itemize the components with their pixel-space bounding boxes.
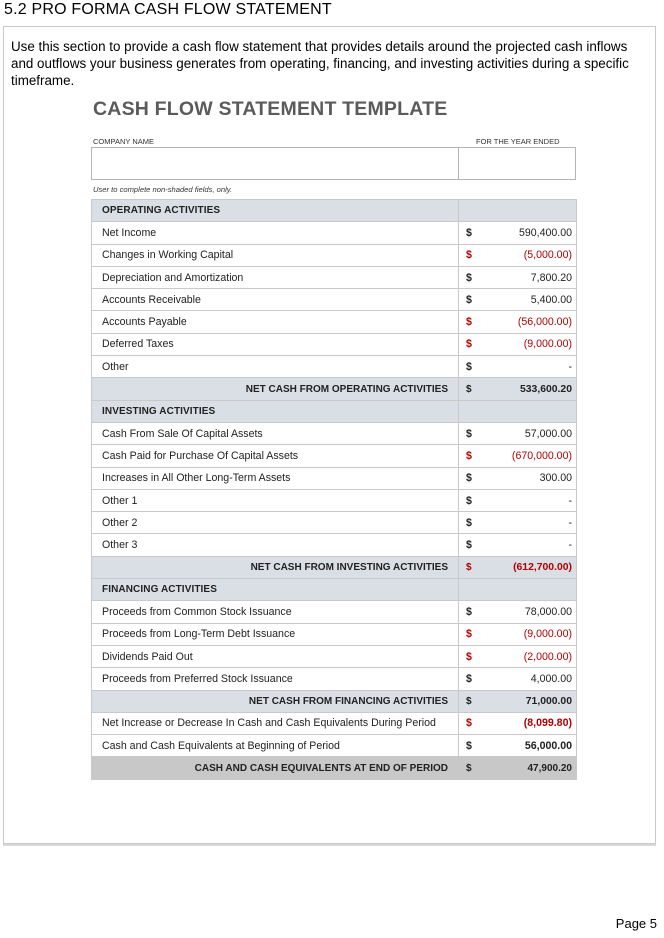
amount-cell[interactable]: (670,000.00) [482, 445, 577, 467]
amount-cell[interactable]: 300.00 [482, 467, 577, 489]
row-label: Other 3 [92, 534, 459, 556]
row-label: Dividends Paid Out [92, 645, 459, 667]
row-label: Other 1 [92, 489, 459, 511]
line-item-row [92, 489, 577, 511]
currency-symbol: $ [459, 512, 482, 534]
section-header-row [92, 200, 577, 222]
currency-symbol: $ [459, 378, 482, 400]
amount-cell: (612,700.00) [482, 556, 577, 578]
amount-cell[interactable]: 78,000.00 [482, 601, 577, 623]
row-label: FINANCING ACTIVITIES [92, 579, 459, 601]
total-row [92, 556, 577, 578]
line-item-row [92, 222, 577, 244]
section-title: 5.2 PRO FORMA CASH FLOW STATEMENT [4, 1, 332, 18]
currency-symbol: $ [459, 735, 482, 757]
amount-cell[interactable]: 57,000.00 [482, 422, 577, 444]
currency-symbol: $ [459, 601, 482, 623]
line-item-row [92, 601, 577, 623]
amount-cell: 71,000.00 [482, 690, 577, 712]
row-label: CASH AND CASH EQUIVALENTS AT END OF PERIOD [92, 757, 459, 779]
instruction-note: User to complete non-shaded fields, only. [93, 185, 233, 194]
currency-symbol: $ [459, 289, 482, 311]
line-item-row [92, 534, 577, 556]
currency-symbol: $ [459, 645, 482, 667]
row-label: Changes in Working Capital [92, 244, 459, 266]
section-header-row [92, 579, 577, 601]
year-ended-field[interactable] [458, 147, 576, 180]
row-label: NET CASH FROM INVESTING ACTIVITIES [92, 556, 459, 578]
currency-symbol: $ [459, 534, 482, 556]
row-label: Cash Paid for Purchase Of Capital Assets [92, 445, 459, 467]
section-blank-cell [459, 400, 577, 422]
line-item-row [92, 333, 577, 355]
currency-symbol: $ [459, 556, 482, 578]
amount-cell[interactable]: - [482, 512, 577, 534]
currency-symbol: $ [459, 489, 482, 511]
currency-symbol: $ [459, 333, 482, 355]
amount-cell: (8,099.80) [482, 712, 577, 734]
section-header-row [92, 400, 577, 422]
line-item-row [92, 445, 577, 467]
row-label: Proceeds from Common Stock Issuance [92, 601, 459, 623]
template-title: CASH FLOW STATEMENT TEMPLATE [93, 98, 448, 120]
currency-symbol: $ [459, 690, 482, 712]
row-label: Cash and Cash Equivalents at Beginning of Period [92, 735, 459, 757]
amount-cell[interactable]: - [482, 534, 577, 556]
line-item-row [92, 645, 577, 667]
line-item-row [92, 289, 577, 311]
amount-cell[interactable]: - [482, 489, 577, 511]
line-item-row [92, 712, 577, 734]
row-label: Accounts Payable [92, 311, 459, 333]
row-label: Net Income [92, 222, 459, 244]
currency-symbol: $ [459, 467, 482, 489]
line-item-row [92, 422, 577, 444]
row-label: Other 2 [92, 512, 459, 534]
row-label: Accounts Receivable [92, 289, 459, 311]
amount-cell[interactable]: (9,000.00) [482, 623, 577, 645]
page-number: Page 5 [615, 916, 657, 931]
line-item-row [92, 266, 577, 288]
company-name-label: COMPANY NAME [93, 137, 154, 146]
amount-cell[interactable]: 7,800.20 [482, 266, 577, 288]
line-item-row [92, 512, 577, 534]
currency-symbol: $ [459, 712, 482, 734]
row-label: OPERATING ACTIVITIES [92, 200, 459, 222]
currency-symbol: $ [459, 422, 482, 444]
currency-symbol: $ [459, 757, 482, 779]
line-item-row [92, 668, 577, 690]
line-item-row [92, 735, 577, 757]
row-label: NET CASH FROM FINANCING ACTIVITIES [92, 690, 459, 712]
row-label: NET CASH FROM OPERATING ACTIVITIES [92, 378, 459, 400]
amount-cell[interactable]: (5,000.00) [482, 244, 577, 266]
currency-symbol: $ [459, 356, 482, 378]
currency-symbol: $ [459, 222, 482, 244]
amount-cell[interactable]: 590,400.00 [482, 222, 577, 244]
section-blank-cell [459, 200, 577, 222]
row-label: Proceeds from Long-Term Debt Issuance [92, 623, 459, 645]
currency-symbol: $ [459, 311, 482, 333]
line-item-row [92, 244, 577, 266]
cash-flow-table [91, 199, 577, 780]
row-label: Increases in All Other Long-Term Assets [92, 467, 459, 489]
total-row [92, 690, 577, 712]
currency-symbol: $ [459, 445, 482, 467]
currency-symbol: $ [459, 668, 482, 690]
amount-cell[interactable]: (56,000.00) [482, 311, 577, 333]
line-item-row [92, 311, 577, 333]
row-label: Depreciation and Amortization [92, 266, 459, 288]
row-label: Net Increase or Decrease In Cash and Cash Equivalents During Period [92, 712, 459, 734]
currency-symbol: $ [459, 244, 482, 266]
line-item-row [92, 623, 577, 645]
section-blank-cell [459, 579, 577, 601]
year-ended-label: FOR THE YEAR ENDED [476, 137, 560, 146]
company-name-field[interactable] [91, 147, 459, 180]
currency-symbol: $ [459, 623, 482, 645]
amount-cell: 533,600.20 [482, 378, 577, 400]
amount-cell[interactable]: (9,000.00) [482, 333, 577, 355]
row-label: Cash From Sale Of Capital Assets [92, 422, 459, 444]
amount-cell[interactable]: 5,400.00 [482, 289, 577, 311]
line-item-row [92, 467, 577, 489]
total-row [92, 757, 577, 779]
row-label: Other [92, 356, 459, 378]
row-label: INVESTING ACTIVITIES [92, 400, 459, 422]
currency-symbol: $ [459, 266, 482, 288]
amount-cell[interactable]: - [482, 356, 577, 378]
total-row [92, 378, 577, 400]
amount-cell[interactable]: (2,000.00) [482, 645, 577, 667]
amount-cell[interactable]: 4,000.00 [482, 668, 577, 690]
line-item-row [92, 356, 577, 378]
row-label: Deferred Taxes [92, 333, 459, 355]
amount-cell: 47,900.20 [482, 757, 577, 779]
section-intro: Use this section to provide a cash flow statement that provides details around the projected cash inflows and outflows your business generates from operating, financing, and investing activities during a specific timeframe. [11, 39, 629, 88]
amount-cell: 56,000.00 [482, 735, 577, 757]
row-label: Proceeds from Preferred Stock Issuance [92, 668, 459, 690]
